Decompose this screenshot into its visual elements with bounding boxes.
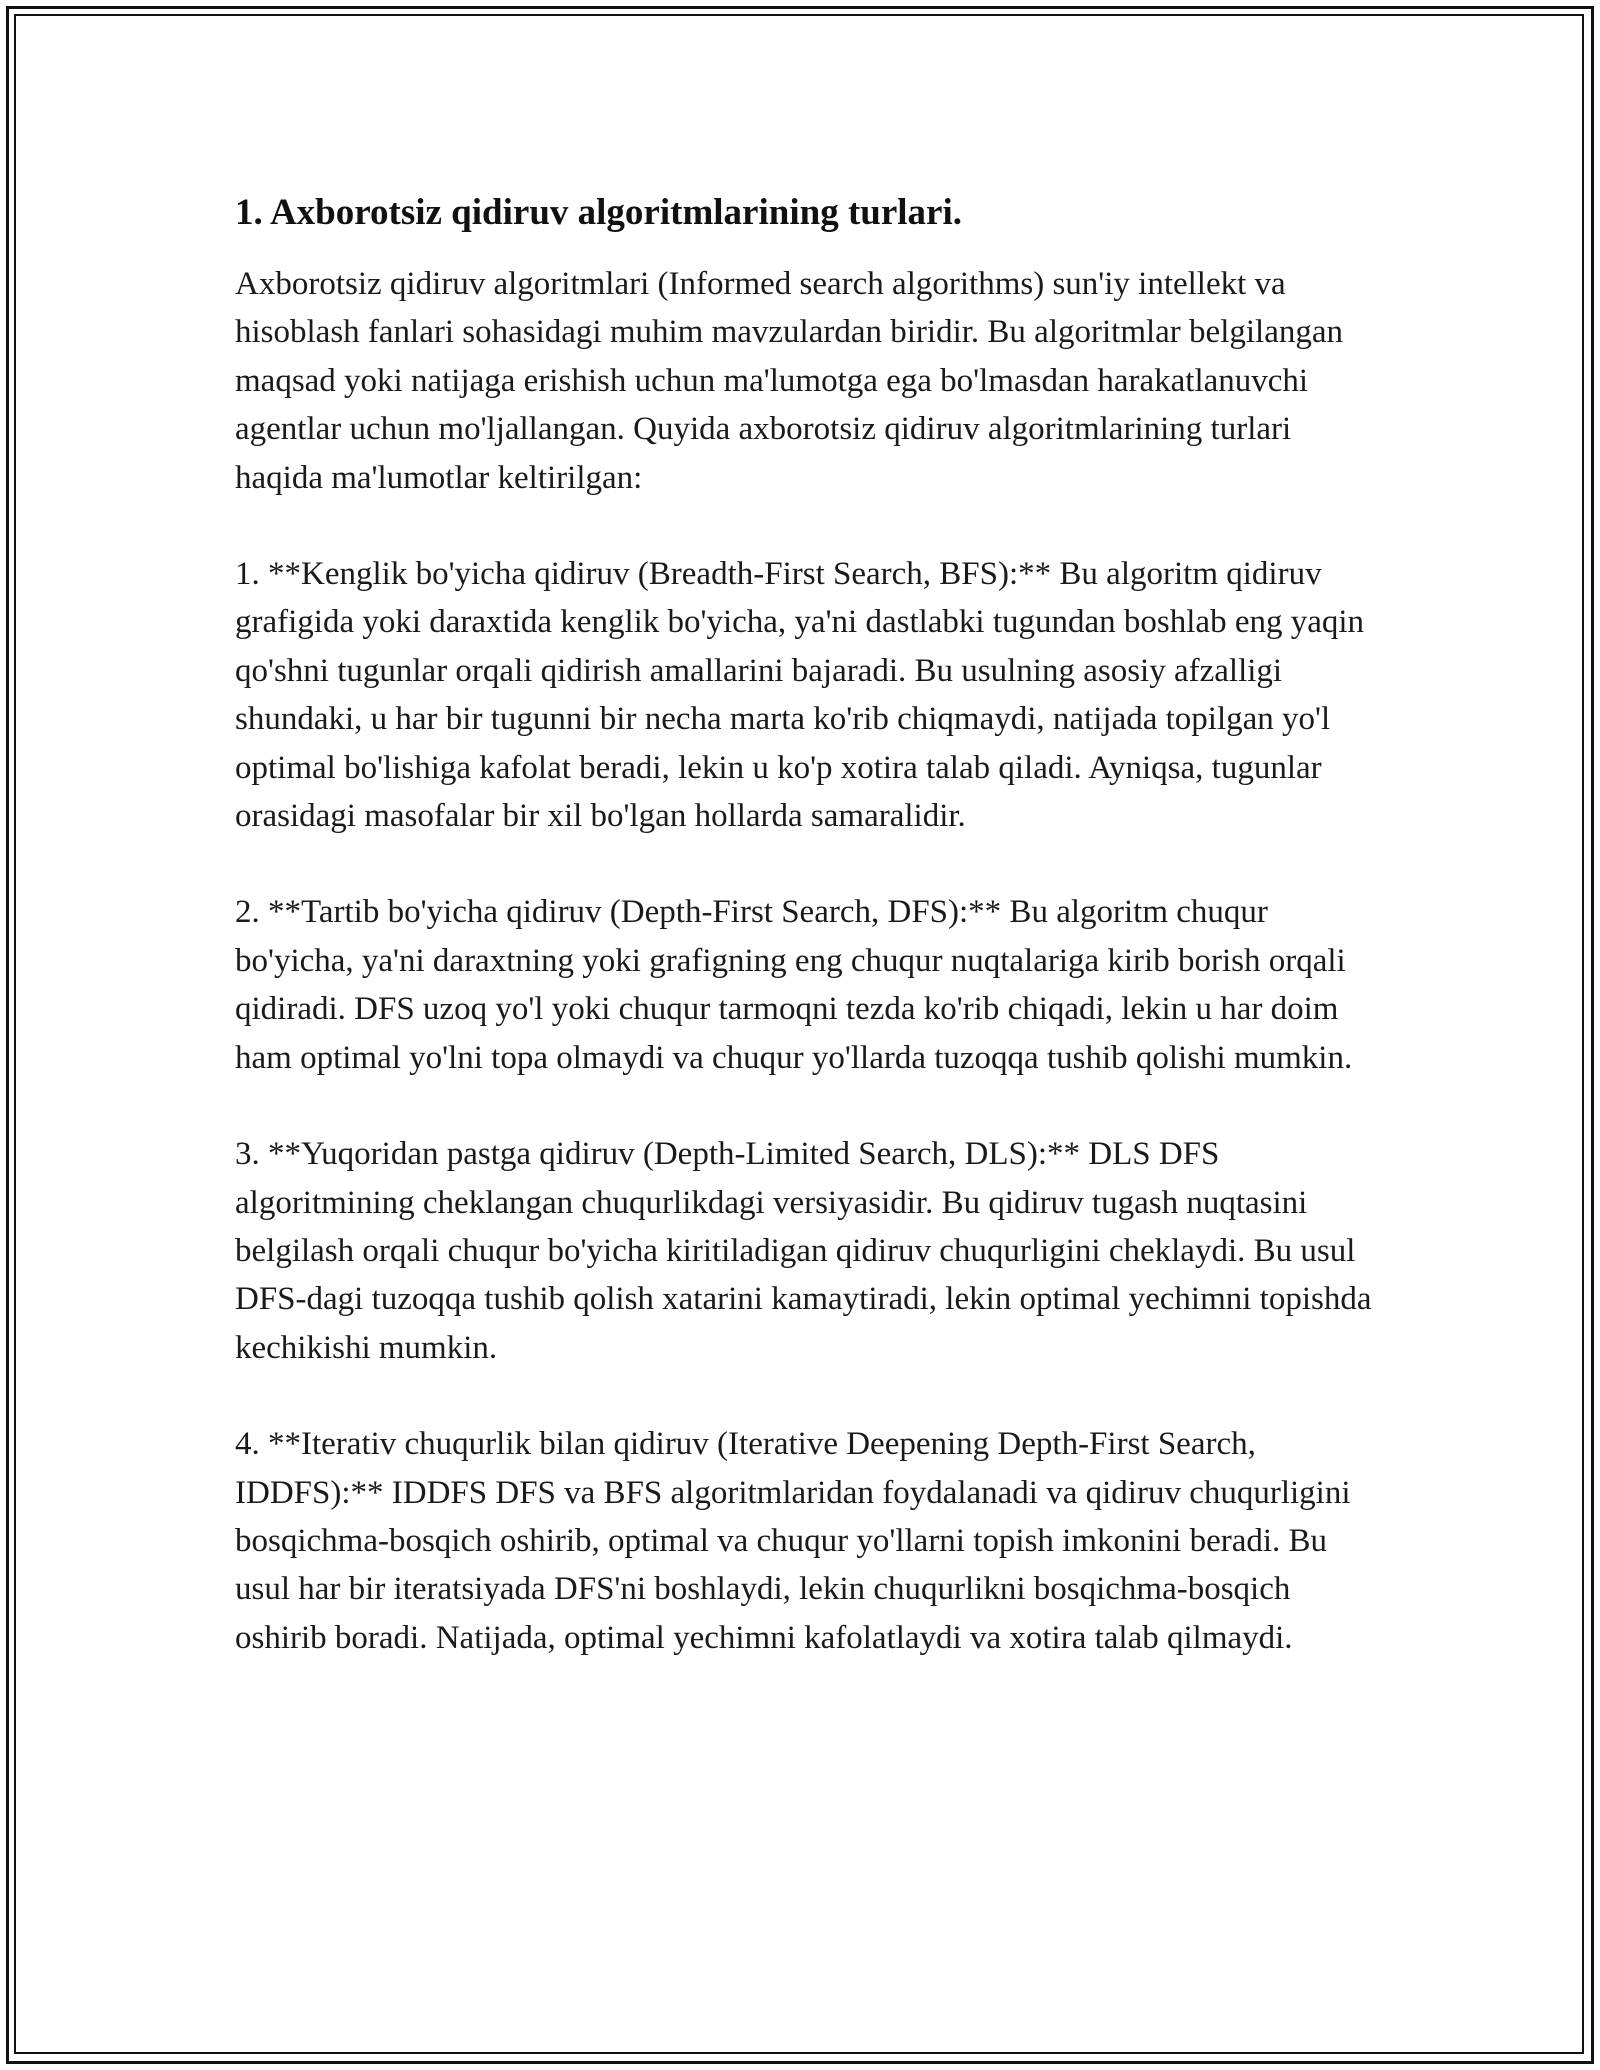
list-item-dls: 3. **Yuqoridan pastga qidiruv (Depth-Limited Search, DLS):** DLS DFS algoritmining cheklangan chuqurlikdagi versiyasidir. Bu qidiruv tugash nuqtasini belgilash orqali chuqur bo'yicha kiritiladigan qidiruv chuqurligini cheklaydi. Bu usul DFS-dagi tuzoqqa tushib qolish xatarini kamaytiradi, lekin optimal yechimni topishda kechikishi mumkin. [235,1136,1372,1366]
section-heading: 1. Axborotsiz qidiruv algoritmlarining turlari. [235,192,962,233]
list-item-dfs: 2. **Tartib bo'yicha qidiruv (Depth-First Search, DFS):** Bu algoritm chuqur bo'yicha, ya'ni daraxtning yoki grafigning eng chuqur nuqtalariga kirib borish orqali qidiradi. DFS uzoq yo'l yoki chuqur tarmoqni tezda ko'rib chiqadi, lekin u har doim ham optimal yo'lni topa olmaydi va chuqur yo'llarda tuzoqqa tushib qolishi mumkin. [235,894,1353,1076]
intro-paragraph: Axborotsiz qidiruv algoritmlari (Informed search algorithms) sun'iy intellekt va hisoblash fanlari sohasidagi muhim mavzulardan biridir. Bu algoritmlar belgilangan maqsad yoki natijaga erishish uchun ma'lumotga ega bo'lmasdan harakatlanuvchi agentlar uchun mo'ljallangan. Quyida axborotsiz qidiruv algoritmlarining turlari haqida ma'lumotlar keltirilgan: [235,266,1343,496]
list-item-bfs: 1. **Kenglik bo'yicha qidiruv (Breadth-First Search, BFS):** Bu algoritm qidiruv grafigida yoki daraxtida kenglik bo'yicha, ya'ni dastlabki tugundan boshlab eng yaqin qo'shni tugunlar orqali qidirish amallarini bajaradi. Bu usulning asosiy afzalligi shundaki, u har bir tugunni bir necha marta ko'rib chiqmaydi, natijada topilgan yo'l optimal bo'lishiga kafolat beradi, lekin u ko'p xotira talab qiladi. Ayniqsa, tugunlar orasidagi masofalar bir xil bo'lgan hollarda samaralidir. [235,556,1365,835]
document-body [235,188,1385,1710]
list-item-iddfs: 4. **Iterativ chuqurlik bilan qidiruv (Iterative Deepening Depth-First Search, IDDFS):** IDDFS DFS va BFS algoritmlaridan foydalanadi va qidiruv chuqurligini bosqichma-bosqich oshirib, optimal va chuqur yo'llarni topish imkonini beradi. Bu usul har bir iteratsiyada DFS'ni boshlaydi, lekin chuqurlikni bosqichma-bosqich oshirib boradi. Natijada, optimal yechimni kafolatlaydi va xotira talab qilmaydi. [235,1426,1351,1656]
